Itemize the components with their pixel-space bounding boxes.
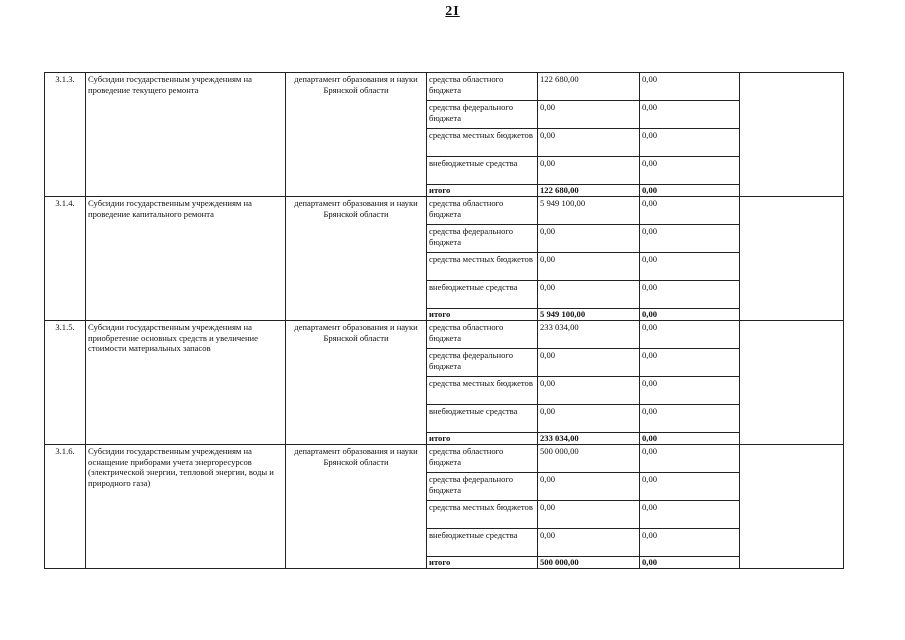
amount-value: 0,00 xyxy=(538,349,640,377)
funding-source: средства областного бюджета xyxy=(427,73,538,101)
budget-table-body xyxy=(45,73,844,569)
funding-source: средства федерального бюджета xyxy=(427,101,538,129)
notes-cell xyxy=(740,73,844,197)
table-row xyxy=(45,73,844,101)
amount-value: 0,00 xyxy=(538,157,640,185)
measure-name: Субсидии государственным учреждениям на приобретение основных средств и увеличение стоимости материальных запасов xyxy=(86,321,286,445)
amount-value: 122 680,00 xyxy=(538,73,640,101)
amount-value: 500 000,00 xyxy=(538,445,640,473)
funding-source: средства федерального бюджета xyxy=(427,473,538,501)
amount-value-2: 0,00 xyxy=(640,501,740,529)
budget-table xyxy=(44,72,844,569)
row-number: 3.1.5. xyxy=(45,321,86,445)
responsible-department: департамент образования и науки Брянской области xyxy=(286,321,427,445)
funding-source: средства областного бюджета xyxy=(427,445,538,473)
responsible-department: департамент образования и науки Брянской области xyxy=(286,73,427,197)
total-label: итого xyxy=(427,433,538,445)
total-value-2: 0,00 xyxy=(640,309,740,321)
amount-value-2: 0,00 xyxy=(640,73,740,101)
total-label: итого xyxy=(427,557,538,569)
funding-source: средства местных бюджетов xyxy=(427,253,538,281)
funding-source: средства федерального бюджета xyxy=(427,349,538,377)
row-number: 3.1.4. xyxy=(45,197,86,321)
funding-source: средства областного бюджета xyxy=(427,321,538,349)
total-value: 233 034,00 xyxy=(538,433,640,445)
amount-value: 0,00 xyxy=(538,529,640,557)
amount-value: 0,00 xyxy=(538,405,640,433)
notes-cell xyxy=(740,197,844,321)
funding-source: внебюджетные средства xyxy=(427,529,538,557)
funding-source: средства местных бюджетов xyxy=(427,377,538,405)
amount-value: 0,00 xyxy=(538,377,640,405)
total-value: 500 000,00 xyxy=(538,557,640,569)
total-label: итого xyxy=(427,185,538,197)
total-value-2: 0,00 xyxy=(640,557,740,569)
amount-value-2: 0,00 xyxy=(640,349,740,377)
total-value: 5 949 100,00 xyxy=(538,309,640,321)
notes-cell xyxy=(740,321,844,445)
amount-value-2: 0,00 xyxy=(640,377,740,405)
amount-value-2: 0,00 xyxy=(640,445,740,473)
total-value: 122 680,00 xyxy=(538,185,640,197)
amount-value: 0,00 xyxy=(538,101,640,129)
amount-value: 0,00 xyxy=(538,281,640,309)
funding-source: средства федерального бюджета xyxy=(427,225,538,253)
row-number: 3.1.6. xyxy=(45,445,86,569)
amount-value: 0,00 xyxy=(538,129,640,157)
measure-name: Субсидии государственным учреждениям на проведение капитального ремонта xyxy=(86,197,286,321)
funding-source: средства областного бюджета xyxy=(427,197,538,225)
funding-source: внебюджетные средства xyxy=(427,157,538,185)
responsible-department: департамент образования и науки Брянской области xyxy=(286,445,427,569)
notes-cell xyxy=(740,445,844,569)
funding-source: средства местных бюджетов xyxy=(427,129,538,157)
amount-value-2: 0,00 xyxy=(640,225,740,253)
amount-value-2: 0,00 xyxy=(640,197,740,225)
amount-value-2: 0,00 xyxy=(640,157,740,185)
total-value-2: 0,00 xyxy=(640,185,740,197)
amount-value-2: 0,00 xyxy=(640,129,740,157)
amount-value: 0,00 xyxy=(538,473,640,501)
amount-value: 0,00 xyxy=(538,501,640,529)
amount-value-2: 0,00 xyxy=(640,253,740,281)
table-row xyxy=(45,445,844,473)
funding-source: средства местных бюджетов xyxy=(427,501,538,529)
measure-name: Субсидии государственным учреждениям на проведение текущего ремонта xyxy=(86,73,286,197)
page-number: 2I xyxy=(445,4,460,19)
amount-value-2: 0,00 xyxy=(640,321,740,349)
amount-value: 233 034,00 xyxy=(538,321,640,349)
table-row xyxy=(45,321,844,349)
amount-value-2: 0,00 xyxy=(640,473,740,501)
measure-name: Субсидии государственным учреждениям на оснащение приборами учета энергоресурсов (электрической энергии, тепловой энергии, воды и природного газа) xyxy=(86,445,286,569)
row-number: 3.1.3. xyxy=(45,73,86,197)
amount-value: 5 949 100,00 xyxy=(538,197,640,225)
amount-value: 0,00 xyxy=(538,225,640,253)
amount-value-2: 0,00 xyxy=(640,281,740,309)
amount-value-2: 0,00 xyxy=(640,101,740,129)
responsible-department: департамент образования и науки Брянской области xyxy=(286,197,427,321)
total-value-2: 0,00 xyxy=(640,433,740,445)
amount-value: 0,00 xyxy=(538,253,640,281)
total-label: итого xyxy=(427,309,538,321)
funding-source: внебюджетные средства xyxy=(427,405,538,433)
amount-value-2: 0,00 xyxy=(640,405,740,433)
funding-source: внебюджетные средства xyxy=(427,281,538,309)
amount-value-2: 0,00 xyxy=(640,529,740,557)
table-row xyxy=(45,197,844,225)
